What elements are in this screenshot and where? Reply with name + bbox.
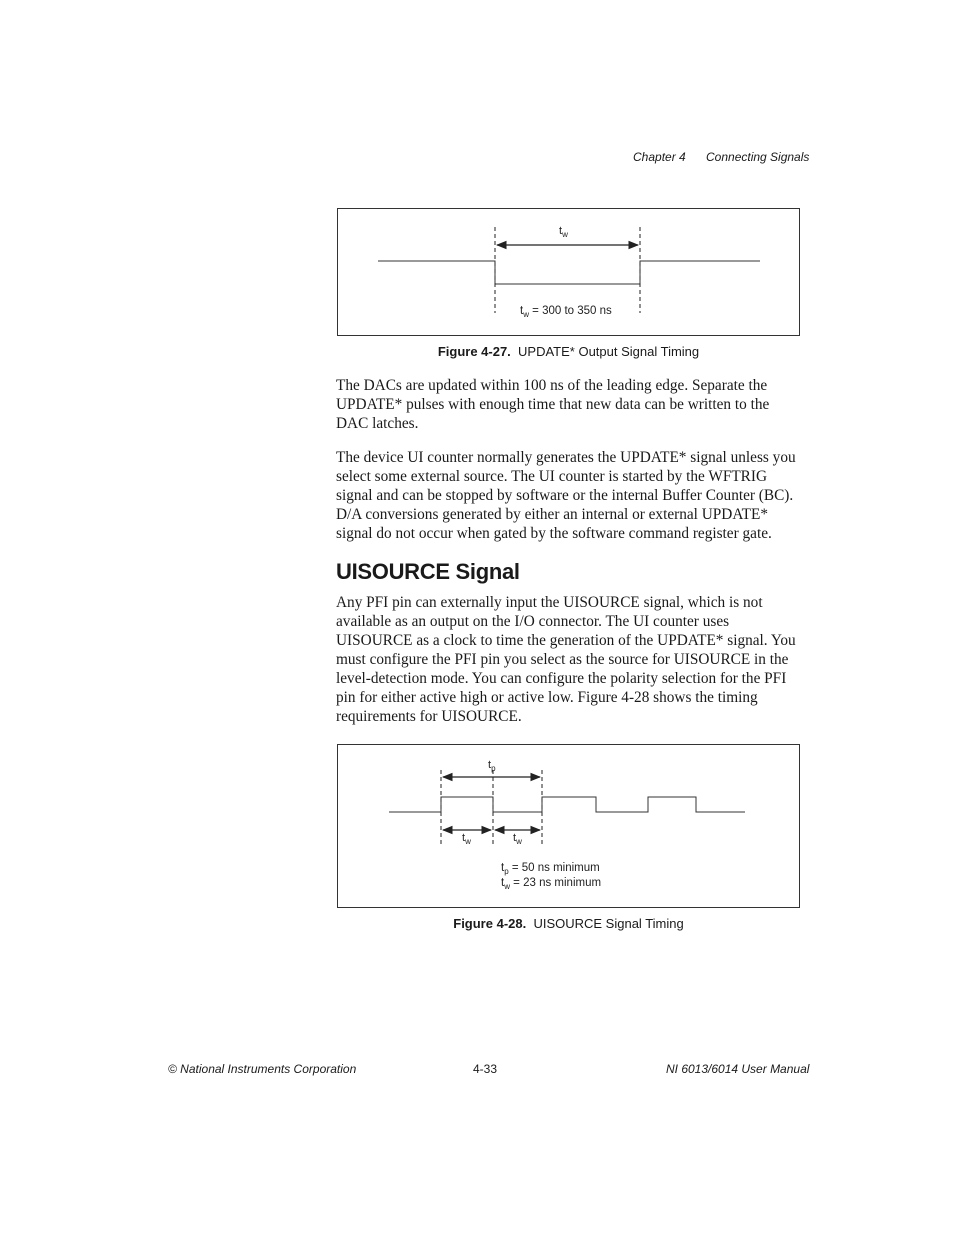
figure-4-27-caption: Figure 4-27. UPDATE* Output Signal Timing — [437, 344, 700, 359]
uisource-waveform — [389, 797, 745, 812]
footer-copyright: © National Instruments Corporation — [168, 1062, 357, 1076]
update-timing-diagram — [338, 209, 799, 335]
uisource-timing-diagram — [338, 745, 799, 907]
section-heading: UISOURCE Signal — [336, 559, 520, 584]
header-chapter: Chapter 4 — [633, 150, 686, 164]
header-section: Connecting Signals — [706, 150, 810, 164]
tp-label: $t_p$ — [488, 759, 496, 773]
footer-page-number: 4-33 — [473, 1062, 498, 1076]
figure-4-28-caption: Figure 4-28. UISOURCE Signal Timing — [453, 916, 684, 931]
tw-label-high: $t_w$ — [462, 832, 471, 846]
paragraph-ui-counter: The device UI counter normally generates the UPDATE* signal unless you select some external source. The UI counter is started by the WFTRIG signal and can be stopped by software or the internal Buffer Counter (BC). D/A conversions generated by either an internal or external UPDATE* signal do not occur when gated by the software command register gate. — [336, 449, 796, 542]
paragraph-dac-update: The DACs are updated within 100 ns of the leading edge. Separate the UPDATE* pulses with enough time that new data can be written to the DAC latches. — [336, 377, 770, 432]
update-waveform — [378, 261, 760, 284]
paragraph-uisource: Any PFI pin can externally input the UISOURCE signal, which is not available as an output on the I/O connector. The UI counter uses UISOURCE as a clock to time the generation of the UPDATE* signal. You must configure the PFI pin you select as the source for UISOURCE in the level-detection mode. You can configure the polarity selection for the PFI pin for either active high or active low. Figure 4-28 shows the timing requirements for UISOURCE. — [336, 594, 796, 725]
tp-value: $t_p = 50$ ns minimum — [501, 862, 600, 876]
tw-label-low: $t_w$ — [513, 832, 522, 846]
footer-manual-title: NI 6013/6014 User Manual — [666, 1062, 810, 1076]
tw-value: $t_w = 300$ to 350 ns — [520, 305, 612, 319]
figure-4-27 — [337, 208, 800, 336]
tw-label: $t_w$ — [559, 225, 568, 239]
figure-4-28 — [337, 744, 800, 908]
tw-value: $t_w = 23$ ns minimum — [501, 877, 602, 891]
